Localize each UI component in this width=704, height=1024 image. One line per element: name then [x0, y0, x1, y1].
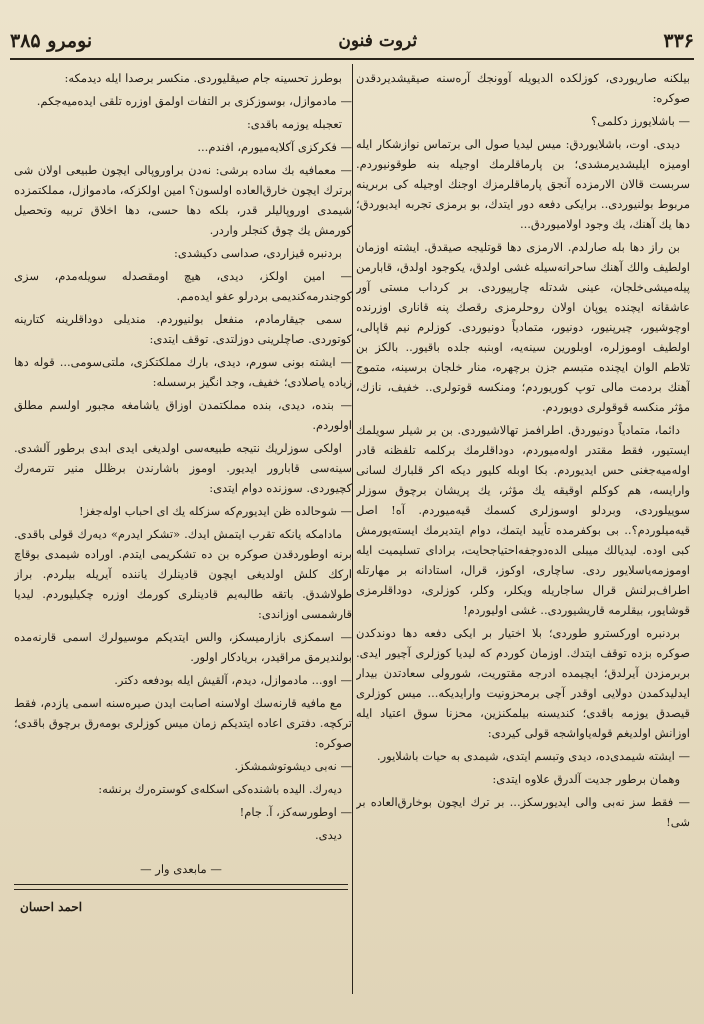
paragraph: سمی جیقارمادم، منفعل بولنیوردم. مندیلی دوداقلرینه کتارینه کوتوردی. صاچلرینی دوزلتدی. توقف ایتدی: — [14, 312, 352, 346]
paragraph: دیه‌رك. الیده باشنده‌کی اسکلەی کوسترەرك برنشه: — [98, 782, 342, 796]
paragraph: — معمافیه بك ساده برشی: نەدن براوروپالی ایچون طبیعی اولان شی برترك ایچون خارق‌العاده اولسون؟ امین اولکزکه، مادموازل، مملکتمزده شیمدی اوروپالیلر قدر، بلکه دها حسی، دها اخلاق تربیه وتحصیل کورمش یك چوق کنجلر واردر. — [14, 163, 352, 237]
right-column — [356, 68, 690, 974]
paragraph: مادامکه یانکه تقرب ایتمش ایدك. «تشکر ایدرم» دیه‌رك قولی باقدی. برنه اوطوردقدن صوکره بن ده تشکریمی ایتدم. اوراده شیمدی بوقاچ ارکك کلش اولدیغی ایچون قادینلرك یاننده آیریله بیلردم. براز طولاشدق. باتقه طالبه‌یم قادینلری کورمك اوزره چکیلیوردم. لیدیا قارشمسی اوزاندی: — [14, 527, 352, 621]
paragraph: — اوطورسه‌کز، آ. جام! — [239, 805, 352, 819]
paragraph: — نەبی دیشوتوشمشکز. — [234, 759, 352, 773]
page-number: ۳۳۶ — [663, 30, 694, 52]
paragraph: — امین اولکز، دیدی، هیچ اومقصدله سویلەمدم، سزی کوجندرمه‌کندیمی بردرلو عفو ایدەمم. — [14, 269, 352, 303]
paragraph: — مادموازل، بوسوزکزی بر التفات اولمق اوزره تلقی ایدەمیەجکم. — [36, 94, 352, 108]
journal-title: ثروت فنون — [338, 31, 418, 51]
header-rule — [10, 58, 694, 60]
paragraph: بردنبره قیزاردی، صداسی دکیشدی: — [173, 246, 342, 260]
paragraph: بیلکنه صاریوردی، کوزلکده الدیویله آوونجك آرەسنه صیقیشدیردقدن صوکره: — [356, 71, 690, 105]
double-rule — [14, 884, 348, 890]
paragraph: — ایشته بونی سورم، دیدی، بارك مملکتکزی، ملتی‌سومی... قوله دها زیاده یاصلادی؛ خفیف، وجد انگیز برسسله: — [14, 355, 352, 389]
paragraph: — شوحالده ظن ایدیورم‌که سزکله یك ای احباب اولەجغز! — [79, 504, 352, 518]
paragraph: مع مافیه قارنەسك اولاسنه اصابت ایدن صیره‌سنه اسمی یازدم، فقط ترکچه. دفتری اعاده ایتدیکم زمان میس کوزلری بومەرق برچوق باقدی؛ صوکره: — [14, 696, 352, 750]
issue-number: نومرو ۳۸۵ — [10, 30, 93, 52]
paragraph: بردنبره اورکسترو طوردی؛ بلا اختیار بر ایکی دفعه دها دوندکدن صوکره بزده توقف ایتدك. اوزمان کوردم که لیدیا کوزلری آچیور ایدی. بربرمزدن آیرلدق؛ ایچیمده ادرجه مقتوریت، شورولی سعادتدن بیدار ایدلیدکمدن دولایی اوقدر آچی برمحزونیت وارایدیکه... میس کوزلری قیصدق یوزمه باقدی؛ کنديسنه بیلمکنزین، محزنا سوق اعتیاد ایله اوزانش اولدیغم قوله‌یاواشجه قولی کیردی: — [356, 626, 690, 740]
paragraph: — اوو... مادموازل، دیدم، آلقیش ایله بودفعه دکتر. — [114, 673, 352, 687]
paragraph: — ایشته شیمدی‌ده، دیدی وتبسم ایتدی، شیمدی به حیات باشلایور. — [376, 749, 690, 763]
paragraph: — اسمکزی بازارمیسکز، والس ایتدیکم موسیولرك اسمی قارنەمده بولندیرمق مراقیدر، بریادکار اولور. — [14, 630, 352, 664]
paragraph: بن راز دها بله صارلدم. الارمزی دها قوتلیجه صیقدق. ایشته اوزمان اولطیف والك آهنك ساحرانه‌سیله غشی اولدق، یکوجود اولدق، قابارمن پیلەمیشی‌خلجان، عینی شدتله چارپیوردی. بر کرداب مستی آور عاشقانه ایچنده یوپان اولان روحلرمزی رقصك پنه قاناری اوزرنده اوچوشیور، چیرپنیور، دونیور، متمادیاً دونیوردی. کوزلرم نیم قاپالی، اولطیف اوموزلره، اوبلورین سینه‌یه، اوبنبه جلده باقیور.. بالکز بن تلاطم الوان ایچنده متبسم جزن برچهره، منار خلجان برسینه، متموج آهنك بردمت مالی توپ کوریوردم؛ ومنکسه قوتولری.. خفیف، نازك، مؤثر منکسه قوقولری دویوردم. — [356, 240, 690, 414]
paragraph: وهمان برطور جدیت آلدرق علاوه ایتدی: — [492, 772, 680, 786]
paragraph: دیدی. — [314, 828, 342, 842]
paragraph: تعجبله یوزمه باقدی: — [246, 117, 342, 131]
left-column — [14, 68, 352, 874]
author-signature: احمد احسان — [20, 900, 83, 914]
paragraph: دائما، متمادیاً دونیوردق. اطرافمز تهالاشیوردی. بن بر شیلر سویلمك ایستیور، فقط مقتدر اولەمیوردم، دوداقلرمك برکلمه تلفظنه قادر اولەمیەجغنی حس ایدیوردم. بکا اوبله کلیور دیکه اکر قلبارك لسانی وارایسه، هم کوکلم اوقیقه یك مؤثر، یك پریشان برچوق سوزلر سوییلوردی، وبردلو اوسوزلری کسمك قیه‌میوردم. آه! اصل قیه‌میلوردم؟.. بی بوکفرمده تأیید ایتمك، دوام ایتدیرمك ایستەیورمش کبی اوده. لیدیالك میبلی الدەدوجفەاحتیاجحایت، برادای تسلیمیت ایله اوموزمه‌یاسلایور ردی. ساچاری، اوکوز، قرال، استادانه بر مهارتله اطراف‌برلنش قرال ساجاریله ویکلر، وکلر، کوزلری، دوداقلرمزی قوشایور، بیقلرمه قاریشیوردی.. غشی اولیوردم! — [356, 423, 690, 617]
paragraph: اولکی سوزلریك نتیجه طبیعه‌سی اولدیغی ایدی ابدی برطور آلشدی. سینه‌سی قابارور ایدیور. اوموز باشارندن برظلل منیر تترمەرك کچیوردی. سوزنده دوام ایتدی: — [14, 441, 352, 495]
paragraph: — بنده، دیدی، بنده مملکتمدن اوزاق یاشامغه مجبور اولسم مطلق اولوردم. — [14, 398, 352, 432]
page-header — [10, 26, 694, 56]
paragraph: — فقط سز نەبی والی ایدیورسکز... بر ترك ایچون بوخارق‌العاده بر شی! — [356, 795, 690, 829]
paragraph: — باشلایورز دکلمی؟ — [590, 114, 690, 128]
column-divider — [352, 64, 353, 994]
paragraph: — فکرکزی آکلایەمیورم، افندم... — [197, 140, 352, 154]
to-be-continued: — مابعدی وار — — [140, 862, 222, 876]
paragraph: دیدی. اوت، باشلایوردق: میس لیدیا صول الی برتماس نوازشکار ایله اومیزه ایلیشدیرمشدی؛ بن پارماقلرمك اوجیله بنه طوقونیوردم. سربست قالان الارمزده آنجق پارماقلرمزك اوجنك اوجیله کی بربرینه مربوط بولنیوردی.. برایکی دفعه دور ایتدك، بو برمزی تجربه ایدیوردق؛ دها یك آهنك، یك وجود اولامیوردق... — [356, 137, 690, 231]
paragraph: بوطرز تحسینه جام صیقلیوردی. منکسر برصدا ایله دیدمکه: — [64, 71, 342, 85]
